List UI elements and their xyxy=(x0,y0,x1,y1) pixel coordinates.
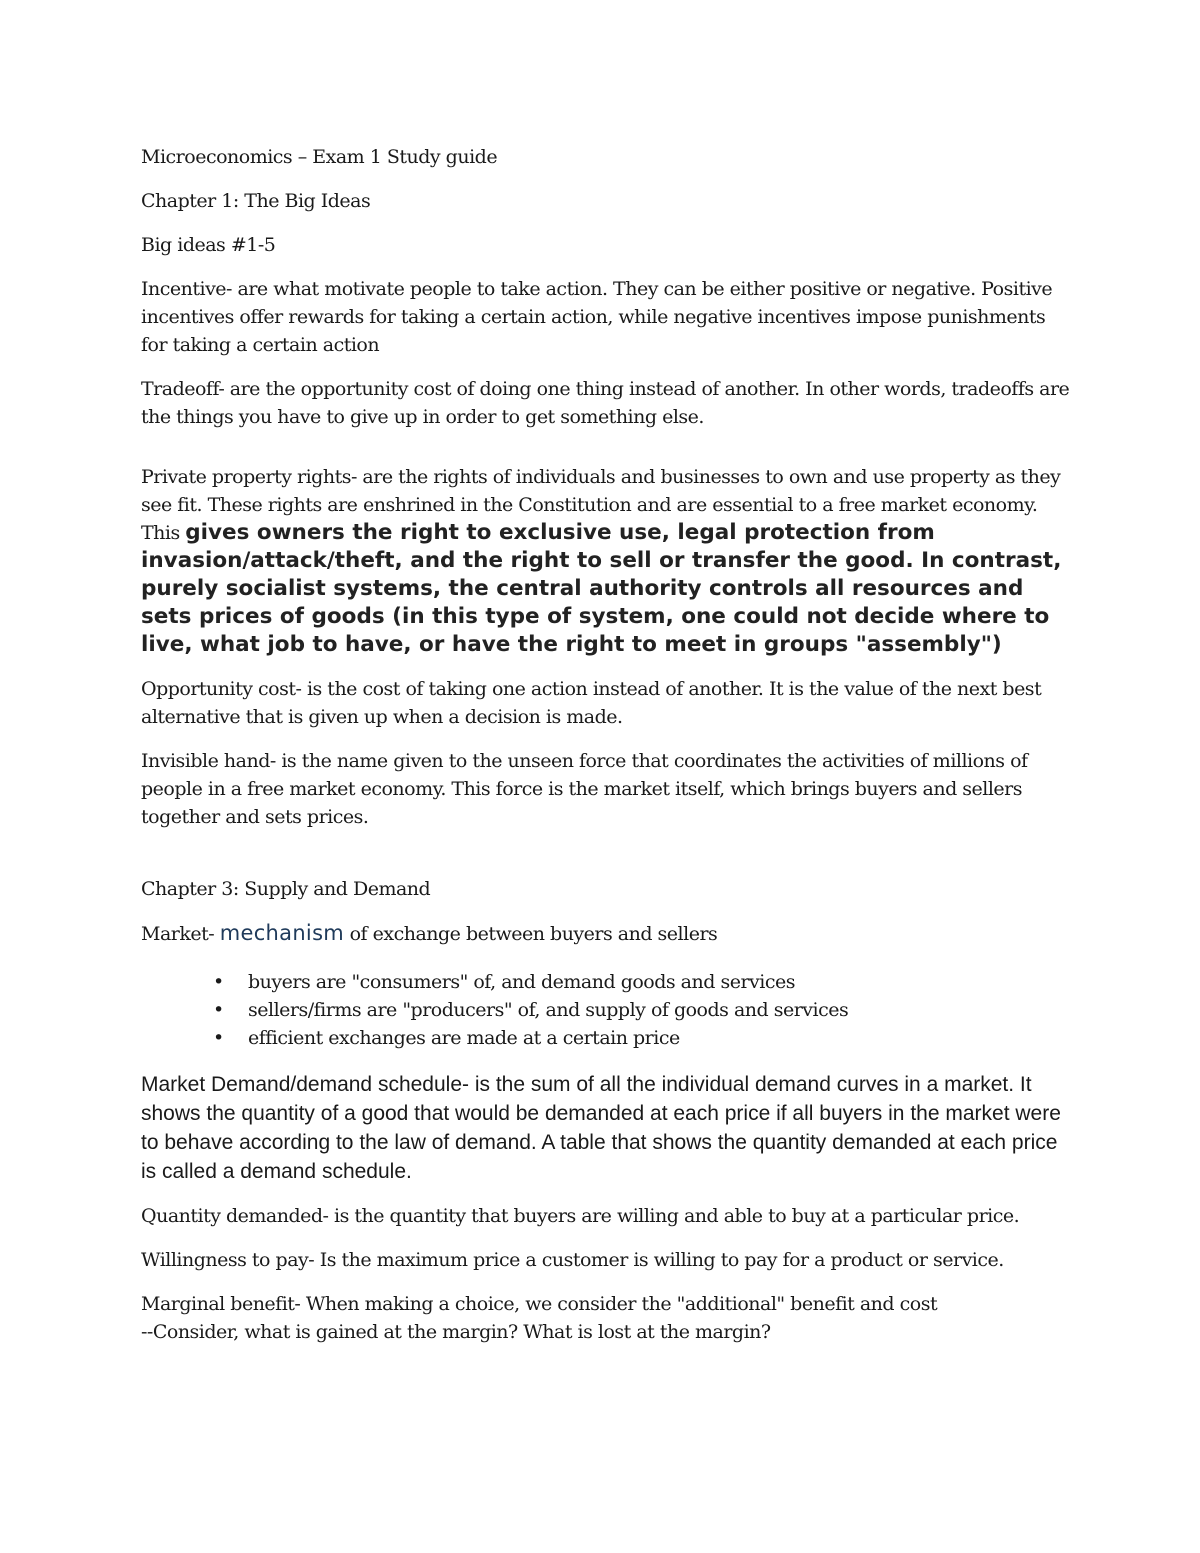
market-definition-rest: of exchange between buyers and sellers xyxy=(344,923,718,945)
incentive-definition: Incentive- are what motivate people to take action. They can be either positive or negative. Positive incentives offer rewards for taking a certain action, while negative incentives impose punishments for taking a certain action xyxy=(141,278,1053,356)
bullet-icon: • xyxy=(213,1027,224,1049)
chapter3-heading: Chapter 3: Supply and Demand xyxy=(141,878,431,900)
opportunity-cost-definition: Opportunity cost- is the cost of taking one action instead of another. It is the value of the next best alternative that is given up when a decision is made. xyxy=(141,678,1042,728)
chapter1-heading: Chapter 1: The Big Ideas xyxy=(141,190,371,212)
invisible-hand-definition: Invisible hand- is the name given to the unseen force that coordinates the activities of millions of people in a free market economy. This force is the market itself, which brings buyers and sellers together and sets prices. xyxy=(141,750,1028,828)
list-item: • buyers are "consumers" of, and demand goods and services xyxy=(141,968,1071,996)
market-demand-definition: Market Demand/demand schedule- is the sum of all the individual demand curves in a market. It shows the quantity of a good that would be demanded at each price if all buyers in the market were to behave according to the law of demand. A table that shows the quantity demanded at each price is called a demand schedule. xyxy=(141,1073,1061,1183)
market-label: Market- xyxy=(141,923,220,945)
property-rights-definition xyxy=(141,463,1071,659)
marginal-benefit-line-1: Marginal benefit- When making a choice, we consider the "additional" benefit and cost xyxy=(141,1293,938,1315)
tradeoff-definition: Tradeoff- are the opportunity cost of doing one thing instead of another. In other words, tradeoffs are the things you have to give up in order to get something else. xyxy=(141,378,1070,428)
property-rights-intro: Private property rights- are the rights of individuals and businesses to own and use property as they see fit. These rights are enshrined in the Constitution and are essential to a free market economy. This xyxy=(141,466,1061,544)
bullet-icon: • xyxy=(213,999,224,1021)
list-item: • sellers/firms are "producers" of, and supply of goods and services xyxy=(141,996,1071,1024)
willingness-to-pay-definition: Willingness to pay- Is the maximum price a customer is willing to pay for a product or service. xyxy=(141,1249,1004,1271)
market-accent-word: mechanism xyxy=(219,921,345,945)
chapter1-subheading: Big ideas #1-5 xyxy=(141,234,276,256)
market-bullet-list xyxy=(141,968,1071,1052)
document-title: Microeconomics – Exam 1 Study guide xyxy=(141,146,498,168)
market-definition xyxy=(141,919,1071,948)
marginal-benefit-line-2: --Consider, what is gained at the margin? What is lost at the margin? xyxy=(141,1321,771,1343)
quantity-demanded-definition: Quantity demanded- is the quantity that buyers are willing and able to buy at a particular price. xyxy=(141,1205,1020,1227)
property-rights-emphasis: gives owners the right to exclusive use, legal protection from invasion/attack/theft, and the right to sell or transfer the good. In contrast, purely socialist systems, the central authority controls all resources and sets prices of goods (in this type of system, one could not decide where to live, what job to have, or have the right to meet in groups "assembly") xyxy=(141,520,1062,657)
bullet-icon: • xyxy=(213,971,224,993)
document-body xyxy=(141,143,1071,1346)
list-item: • efficient exchanges are made at a certain price xyxy=(141,1024,1071,1052)
